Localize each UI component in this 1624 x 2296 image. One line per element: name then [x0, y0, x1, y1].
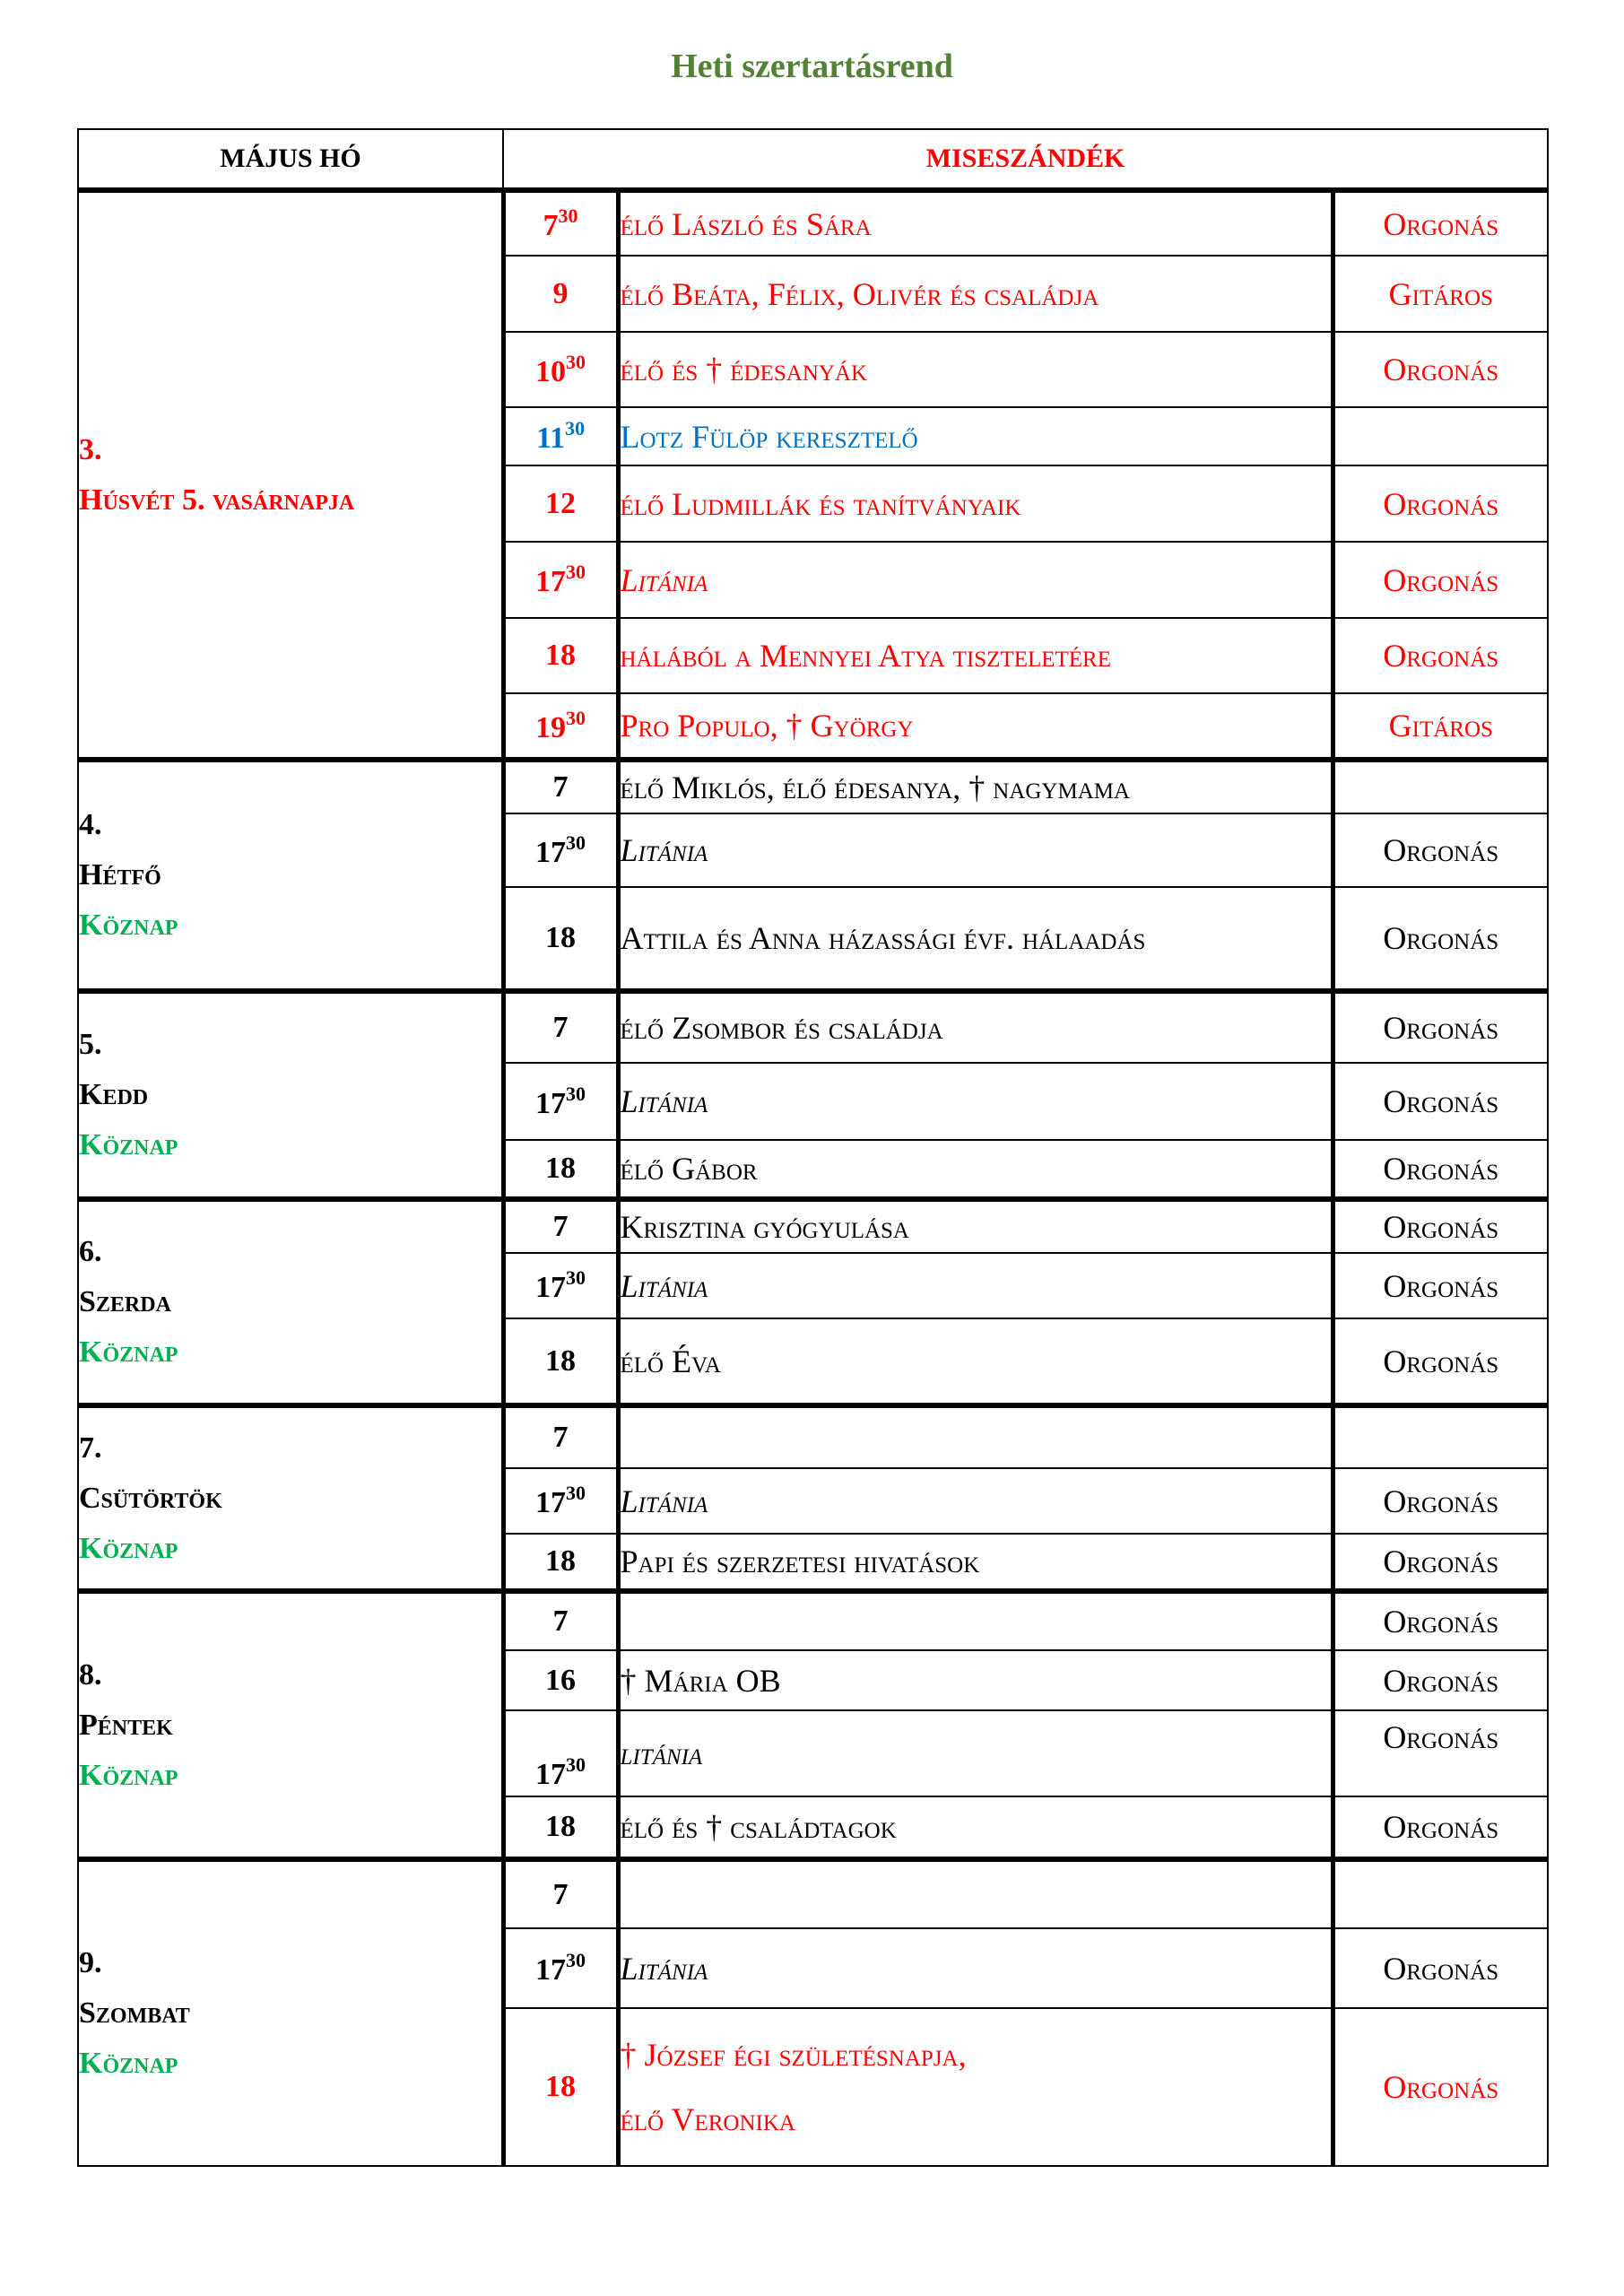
music-type: Orgonás — [1333, 1253, 1548, 1318]
day-type: Köznap — [79, 909, 178, 942]
music-type: Orgonás — [1333, 1796, 1548, 1859]
mass-time: 7 — [503, 1591, 618, 1650]
mass-time: $17^{30}$ — [503, 1468, 618, 1534]
mass-time: $10^{30}$ — [503, 332, 618, 407]
day-cell — [78, 760, 503, 991]
mass-time-minutes: 30 — [566, 1949, 586, 1971]
music-type — [1333, 407, 1548, 465]
mass-time: 7 — [503, 760, 618, 813]
mass-time: $17^{30}$ — [503, 1710, 618, 1796]
music-type: Orgonás — [1333, 1318, 1548, 1405]
header-intent: MISESZÁNDÉK — [503, 129, 1548, 190]
mass-time: 7 — [503, 1199, 618, 1253]
mass-time: $17^{30}$ — [503, 1928, 618, 2008]
mass-time: 18 — [503, 1318, 618, 1405]
day-name: Hétfő — [79, 858, 161, 891]
mass-intention: Litánia — [618, 1468, 1333, 1534]
music-type: Orgonás — [1333, 1199, 1548, 1253]
mass-time-minutes: 30 — [566, 706, 586, 729]
mass-intention: Papi és szerzetesi hivatások — [618, 1534, 1333, 1591]
page-title: Heti szertartásrend — [671, 48, 953, 85]
music-type: Orgonás — [1333, 887, 1548, 991]
music-type: Orgonás — [1333, 1140, 1548, 1199]
mass-time-minutes: 30 — [566, 1482, 586, 1504]
mass-time: 7 — [503, 1405, 618, 1468]
day-cell — [78, 190, 503, 760]
mass-intention: litánia — [618, 1710, 1333, 1796]
day-number: 9. — [79, 1946, 102, 1979]
music-type: Orgonás — [1333, 1534, 1548, 1591]
day-type: Köznap — [79, 1758, 178, 1792]
day-type: Köznap — [79, 1335, 178, 1369]
mass-time-minutes: 30 — [566, 561, 586, 583]
mass-time-minutes: 30 — [566, 350, 586, 373]
mass-time: $17^{30}$ — [503, 813, 618, 887]
mass-intention: Pro Populo, † György — [618, 693, 1333, 760]
mass-intention: Litánia — [618, 1928, 1333, 2008]
music-type: Orgonás — [1333, 190, 1548, 256]
mass-intention: élő Éva — [618, 1318, 1333, 1405]
music-type — [1333, 1859, 1548, 1928]
mass-time: 18 — [503, 2008, 618, 2166]
mass-intention: élő László és Sára — [618, 190, 1333, 256]
mass-time: 18 — [503, 1796, 618, 1859]
mass-time: $11^{30}$ — [503, 407, 618, 465]
mass-intention: † József égi születésnapja, élő Veronika — [618, 2008, 1333, 2166]
mass-time: 18 — [503, 887, 618, 991]
day-number: 3. — [79, 432, 102, 466]
schedule-table — [77, 128, 1549, 2167]
mass-time: 7 — [503, 1859, 618, 1928]
mass-intention: hálából a Mennyei Atya tiszteletére — [618, 618, 1333, 693]
music-type: Orgonás — [1333, 813, 1548, 887]
music-type: Orgonás — [1333, 1650, 1548, 1710]
mass-intention: † Mária OB — [618, 1650, 1333, 1710]
mass-intention: Krisztina gyógyulása — [618, 1199, 1333, 1253]
mass-time: $17^{30}$ — [503, 542, 618, 618]
day-cell — [78, 991, 503, 1199]
day-number: 8. — [79, 1657, 102, 1692]
schedule-body — [78, 190, 1548, 2166]
mass-time-minutes: 30 — [566, 1082, 586, 1105]
music-type: Orgonás — [1333, 1063, 1548, 1140]
mass-time: $17^{30}$ — [503, 1253, 618, 1318]
mass-intention: élő Zsombor és családja — [618, 991, 1333, 1063]
mass-intention: Litánia — [618, 813, 1333, 887]
music-type: Orgonás — [1333, 618, 1548, 693]
mass-time: 12 — [503, 465, 618, 542]
mass-time: 9 — [503, 256, 618, 332]
day-name: Szombat — [79, 1996, 190, 2030]
day-name: Péntek — [79, 1708, 173, 1742]
mass-time-minutes: 30 — [558, 204, 578, 227]
music-type: Orgonás — [1333, 332, 1548, 407]
mass-time: $7^{30}$ — [503, 190, 618, 256]
mass-time: 18 — [503, 1140, 618, 1199]
music-type: Gitáros — [1333, 256, 1548, 332]
day-cell — [78, 1199, 503, 1405]
music-type: Orgonás — [1333, 465, 1548, 542]
music-type: Orgonás — [1333, 1710, 1548, 1796]
mass-intention — [618, 1859, 1333, 1928]
table-row — [78, 1859, 1548, 1928]
day-number: 7. — [79, 1431, 102, 1465]
mass-time: 7 — [503, 991, 618, 1063]
table-row — [78, 991, 1548, 1063]
music-type — [1333, 1405, 1548, 1468]
music-type: Orgonás — [1333, 1928, 1548, 2008]
day-type: Köznap — [79, 1531, 178, 1565]
header-row — [78, 129, 1548, 190]
music-type: Gitáros — [1333, 693, 1548, 760]
day-name: Szerda — [79, 1285, 171, 1318]
day-number: 6. — [79, 1235, 102, 1268]
mass-intention: Attila és Anna házassági évf. hálaadás — [618, 887, 1333, 991]
music-type: Orgonás — [1333, 1591, 1548, 1650]
table-row — [78, 190, 1548, 256]
music-type: Orgonás — [1333, 1468, 1548, 1534]
mass-intention: Litánia — [618, 542, 1333, 618]
mass-intention: élő Ludmillák és tanítványaik — [618, 465, 1333, 542]
header-month: MÁJUS HÓ — [78, 129, 503, 190]
mass-intention: Litánia — [618, 1063, 1333, 1140]
day-name: Húsvét 5. vasárnapja — [79, 483, 355, 517]
mass-time-minutes: 30 — [565, 417, 586, 439]
day-number: 5. — [79, 1028, 102, 1061]
mass-intention: Litánia — [618, 1253, 1333, 1318]
mass-time: $19^{30}$ — [503, 693, 618, 760]
mass-time: 18 — [503, 618, 618, 693]
music-type: Orgonás — [1333, 991, 1548, 1063]
mass-intention: élő Miklós, élő édesanya, † nagymama — [618, 760, 1333, 813]
mass-intention: élő és † édesanyák — [618, 332, 1333, 407]
mass-intention: élő Gábor — [618, 1140, 1333, 1199]
day-name: Kedd — [79, 1078, 149, 1111]
music-type: Orgonás — [1333, 2008, 1548, 2166]
mass-intention: élő Beáta, Félix, Olivér és családja — [618, 256, 1333, 332]
mass-time: 18 — [503, 1534, 618, 1591]
day-number: 4. — [79, 808, 102, 841]
table-row — [78, 760, 1548, 813]
mass-intention — [618, 1591, 1333, 1650]
mass-time-minutes: 30 — [566, 1753, 586, 1776]
mass-intention: Lotz Fülöp keresztelő — [618, 407, 1333, 465]
day-cell — [78, 1405, 503, 1591]
mass-time: $17^{30}$ — [503, 1063, 618, 1140]
music-type — [1333, 760, 1548, 813]
mass-time: 16 — [503, 1650, 618, 1710]
mass-intention — [618, 1405, 1333, 1468]
table-row — [78, 1405, 1548, 1468]
music-type: Orgonás — [1333, 542, 1548, 618]
day-name: Csütörtök — [79, 1481, 222, 1515]
mass-time-minutes: 30 — [566, 831, 586, 854]
day-type: Köznap — [79, 2047, 178, 2080]
mass-time-minutes: 30 — [566, 1266, 586, 1289]
day-cell — [78, 1591, 503, 1859]
table-row — [78, 1199, 1548, 1253]
day-cell — [78, 1859, 503, 2166]
table-row — [78, 1591, 1548, 1650]
mass-intention: élő és † családtagok — [618, 1796, 1333, 1859]
day-type: Köznap — [79, 1128, 178, 1161]
